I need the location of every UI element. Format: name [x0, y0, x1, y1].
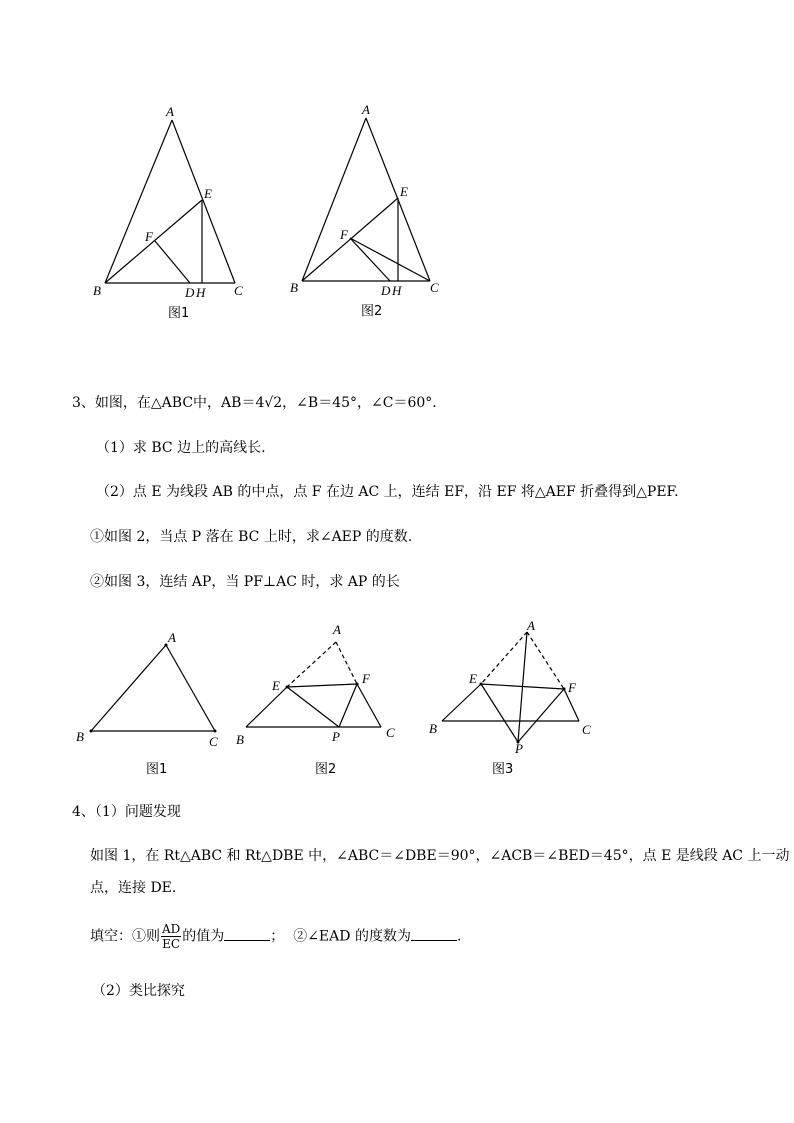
label-B: B: [93, 283, 101, 298]
caption-p3-fig1: 图1: [146, 762, 168, 777]
label-B: B: [76, 729, 84, 744]
label-A: A: [362, 102, 370, 117]
problem4-line2: 点，连接 DE.: [90, 880, 177, 896]
answer-blank-2[interactable]: [411, 926, 457, 941]
caption-fig2: 图2: [361, 304, 383, 319]
fill-end: .: [456, 928, 462, 945]
p3-figure-3: [429, 618, 591, 777]
caption-p3-fig2: 图2: [315, 762, 337, 777]
caption-fig1: 图1: [168, 306, 190, 321]
label-B: B: [290, 280, 298, 295]
label-C: C: [386, 725, 395, 740]
label-C: C: [430, 280, 439, 295]
top-figure-1: [93, 104, 243, 321]
label-A: A: [166, 104, 174, 119]
fill-part2: ②∠EAD 的度数为: [293, 928, 411, 945]
p3-figure-1: [76, 630, 218, 777]
top-figure-2: [290, 102, 439, 319]
label-A: A: [527, 618, 535, 633]
label-H: H: [392, 283, 402, 298]
label-B: B: [236, 732, 244, 747]
problem4-fill-blank-line: [90, 922, 461, 951]
problem4-line1: 如图 1，在 Rt△ABC 和 Rt△DBE 中，∠ABC＝∠DBE＝90°，∠ACB＝∠BED＝45°，点 E 是线段 AC 上一动: [90, 848, 790, 864]
problem3-q1: （1）求 BC 边上的高线长.: [96, 440, 266, 456]
fraction-numerator: AD: [162, 922, 181, 936]
label-C: C: [582, 722, 591, 737]
label-E: E: [272, 678, 280, 693]
label-E: E: [204, 186, 212, 201]
label-D: D: [381, 283, 391, 298]
label-B: B: [429, 721, 437, 736]
problem3-q2-2: ②如图 3，连结 AP，当 PF⊥AC 时，求 AP 的长: [90, 574, 400, 590]
label-E: E: [400, 184, 408, 199]
label-E: E: [469, 671, 477, 686]
label-D: D: [185, 285, 195, 300]
problem3-q2-1: ①如图 2，当点 P 落在 BC 上时，求∠AEP 的度数.: [90, 529, 413, 545]
problem4-heading: 4、（1）问题发现: [72, 804, 181, 820]
label-C: C: [234, 283, 243, 298]
caption-p3-fig3: 图3: [492, 762, 514, 777]
fill-mid: 的值为: [182, 928, 225, 945]
problem3-stem: 3、如图，在△ABC中，AB＝4√2，∠B＝45°，∠C＝60°.: [72, 395, 437, 411]
label-P: P: [515, 741, 523, 756]
label-F: F: [340, 227, 348, 242]
p3-figure-2: [236, 622, 395, 777]
label-F: F: [362, 671, 370, 686]
fraction-denominator: EC: [162, 937, 181, 951]
problem4-part2: （2）类比探究: [92, 983, 185, 999]
label-C: C: [209, 734, 218, 749]
fraction-ad-ec: [161, 922, 181, 951]
fill-sep: ；: [270, 928, 285, 945]
answer-blank-1[interactable]: [224, 926, 270, 941]
label-H: H: [196, 285, 206, 300]
problem3-q2: （2）点 E 为线段 AB 的中点，点 F 在边 AC 上，连结 EF，沿 EF 将△AEF 折叠得到△PEF.: [96, 484, 679, 500]
label-A: A: [333, 622, 341, 637]
label-F: F: [568, 680, 576, 695]
fill-prefix: 填空：①则: [90, 928, 160, 945]
label-P: P: [332, 729, 340, 744]
label-A: A: [168, 630, 176, 645]
label-F: F: [145, 229, 153, 244]
